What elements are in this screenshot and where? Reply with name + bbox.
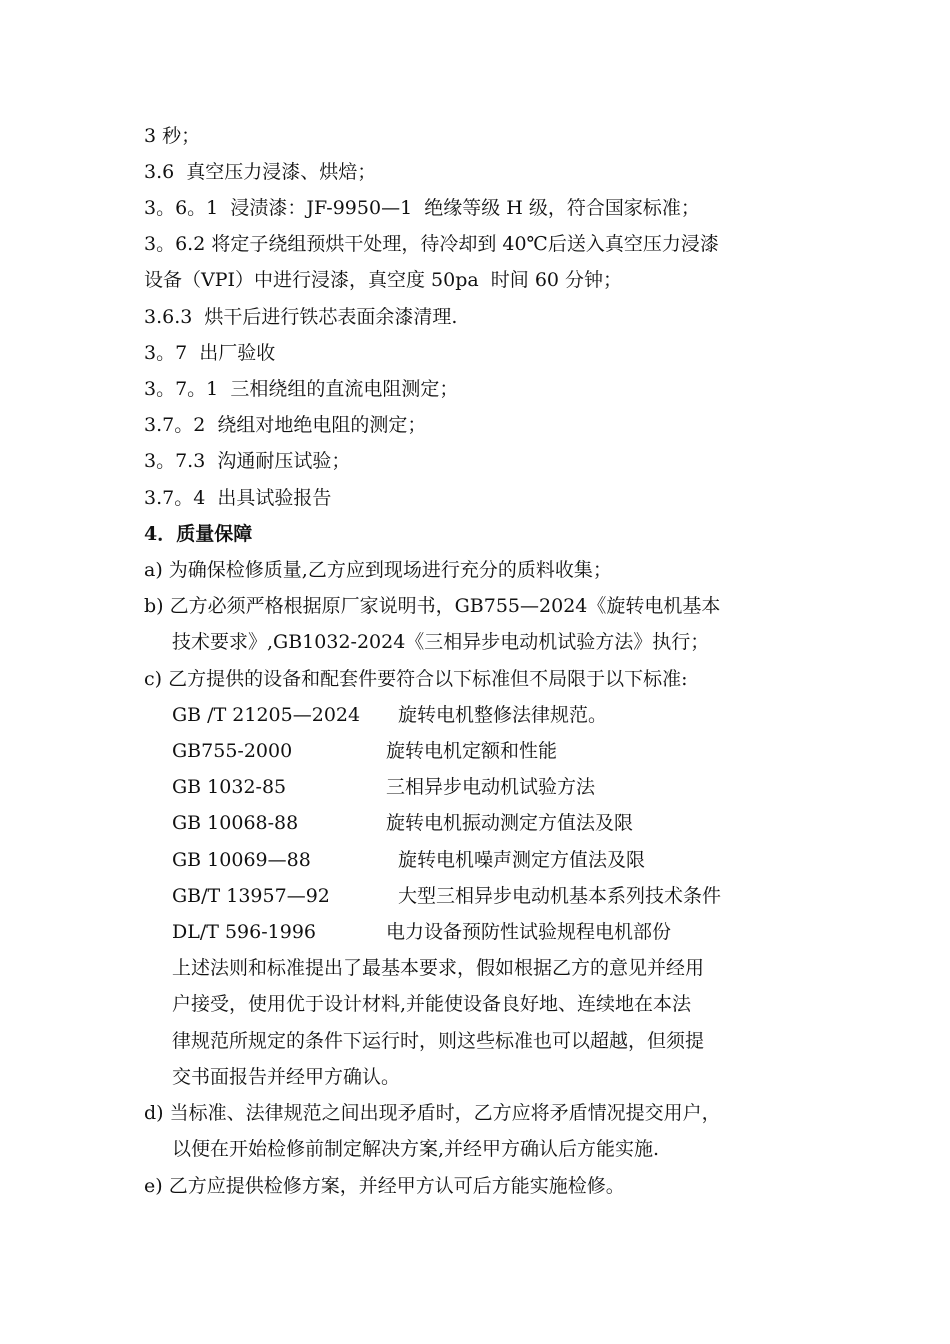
standard-code: GB 1032-85 <box>172 776 287 798</box>
item-b-line1: b) 乙方必须严格根据原厂家说明书，GB755—2024《旋转电机基本 <box>144 595 721 617</box>
section-3-6-2-line1: 3。6.2 将定子绕组预烘干处理，待冷却到 40℃后送入真空压力浸漆 <box>144 233 719 255</box>
item-c: c) 乙方提供的设备和配套件要符合以下标准但不局限于以下标准: <box>144 668 688 690</box>
standard-name: 旋转电机定额和性能 <box>386 740 558 762</box>
section-3-7-heading: 3。7 出厂验收 <box>144 342 276 364</box>
standard-code: GB 10068-88 <box>172 812 299 834</box>
section-4-heading: 4．质量保障 <box>144 523 253 545</box>
standard-name: 大型三相异步电动机基本系列技术条件 <box>398 885 722 907</box>
section-3-6-3: 3.6.3 烘干后进行铁芯表面余漆清理. <box>144 306 458 328</box>
section-3-7-4: 3.7。4 出具试验报告 <box>144 487 332 509</box>
closing-paragraph-line1: 上述法则和标准提出了最基本要求，假如根据乙方的意见并经用 <box>172 957 705 979</box>
section-3-7-2: 3.7。2 绕组对地绝电阻的测定； <box>144 414 427 436</box>
item-d-line2: 以便在开始检修前制定解决方案,并经甲方确认后方能实施. <box>172 1138 660 1160</box>
closing-paragraph-line3: 律规范所规定的条件下运行时，则这些标准也可以超越，但须提 <box>172 1030 705 1052</box>
standard-code: DL/T 596-1996 <box>172 921 317 943</box>
standard-code: GB 10069—88 <box>172 849 311 871</box>
standard-name: 三相异步电动机试验方法 <box>386 776 596 798</box>
section-3-7-1: 3。7。1 三相绕组的直流电阻测定； <box>144 378 459 400</box>
text-line-3-seconds: 3 秒； <box>144 125 201 147</box>
standard-code: GB/T 13957—92 <box>172 885 330 907</box>
item-d-line1: d) 当标准、法律规范之间出现矛盾时，乙方应将矛盾情况提交用户， <box>144 1102 721 1124</box>
standard-code: GB755-2000 <box>172 740 293 762</box>
closing-paragraph-line4: 交书面报告并经甲方确认。 <box>172 1066 401 1088</box>
closing-paragraph-line2: 户接受，使用优于设计材料,并能使设备良好地、连续地在本法 <box>172 993 692 1015</box>
standard-name: 旋转电机振动测定方值法及限 <box>386 812 634 834</box>
standard-name: 电力设备预防性试验规程电机部份 <box>386 921 672 943</box>
section-3-6-heading: 3.6 真空压力浸漆、烘焙； <box>144 161 377 183</box>
item-e: e) 乙方应提供检修方案，并经甲方认可后方能实施检修。 <box>144 1175 625 1197</box>
item-a: a) 为确保检修质量,乙方应到现场进行充分的质料收集； <box>144 559 612 581</box>
section-3-6-1: 3。6。1 浸渍漆：JF-9950—1 绝缘等级 H 级，符合国家标准； <box>144 197 700 219</box>
standard-name: 旋转电机噪声测定方值法及限 <box>398 849 646 871</box>
section-3-6-2-line2: 设备（VPI）中进行浸漆，真空度 50pa 时间 60 分钟； <box>144 269 623 291</box>
standard-code: GB /T 21205—2024 <box>172 704 361 726</box>
section-3-7-3: 3。7.3 沟通耐压试验； <box>144 450 351 472</box>
item-b-line2: 技术要求》,GB1032-2024《三相异步电动机试验方法》执行； <box>172 631 710 653</box>
standard-name: 旋转电机整修法律规范。 <box>398 704 608 726</box>
